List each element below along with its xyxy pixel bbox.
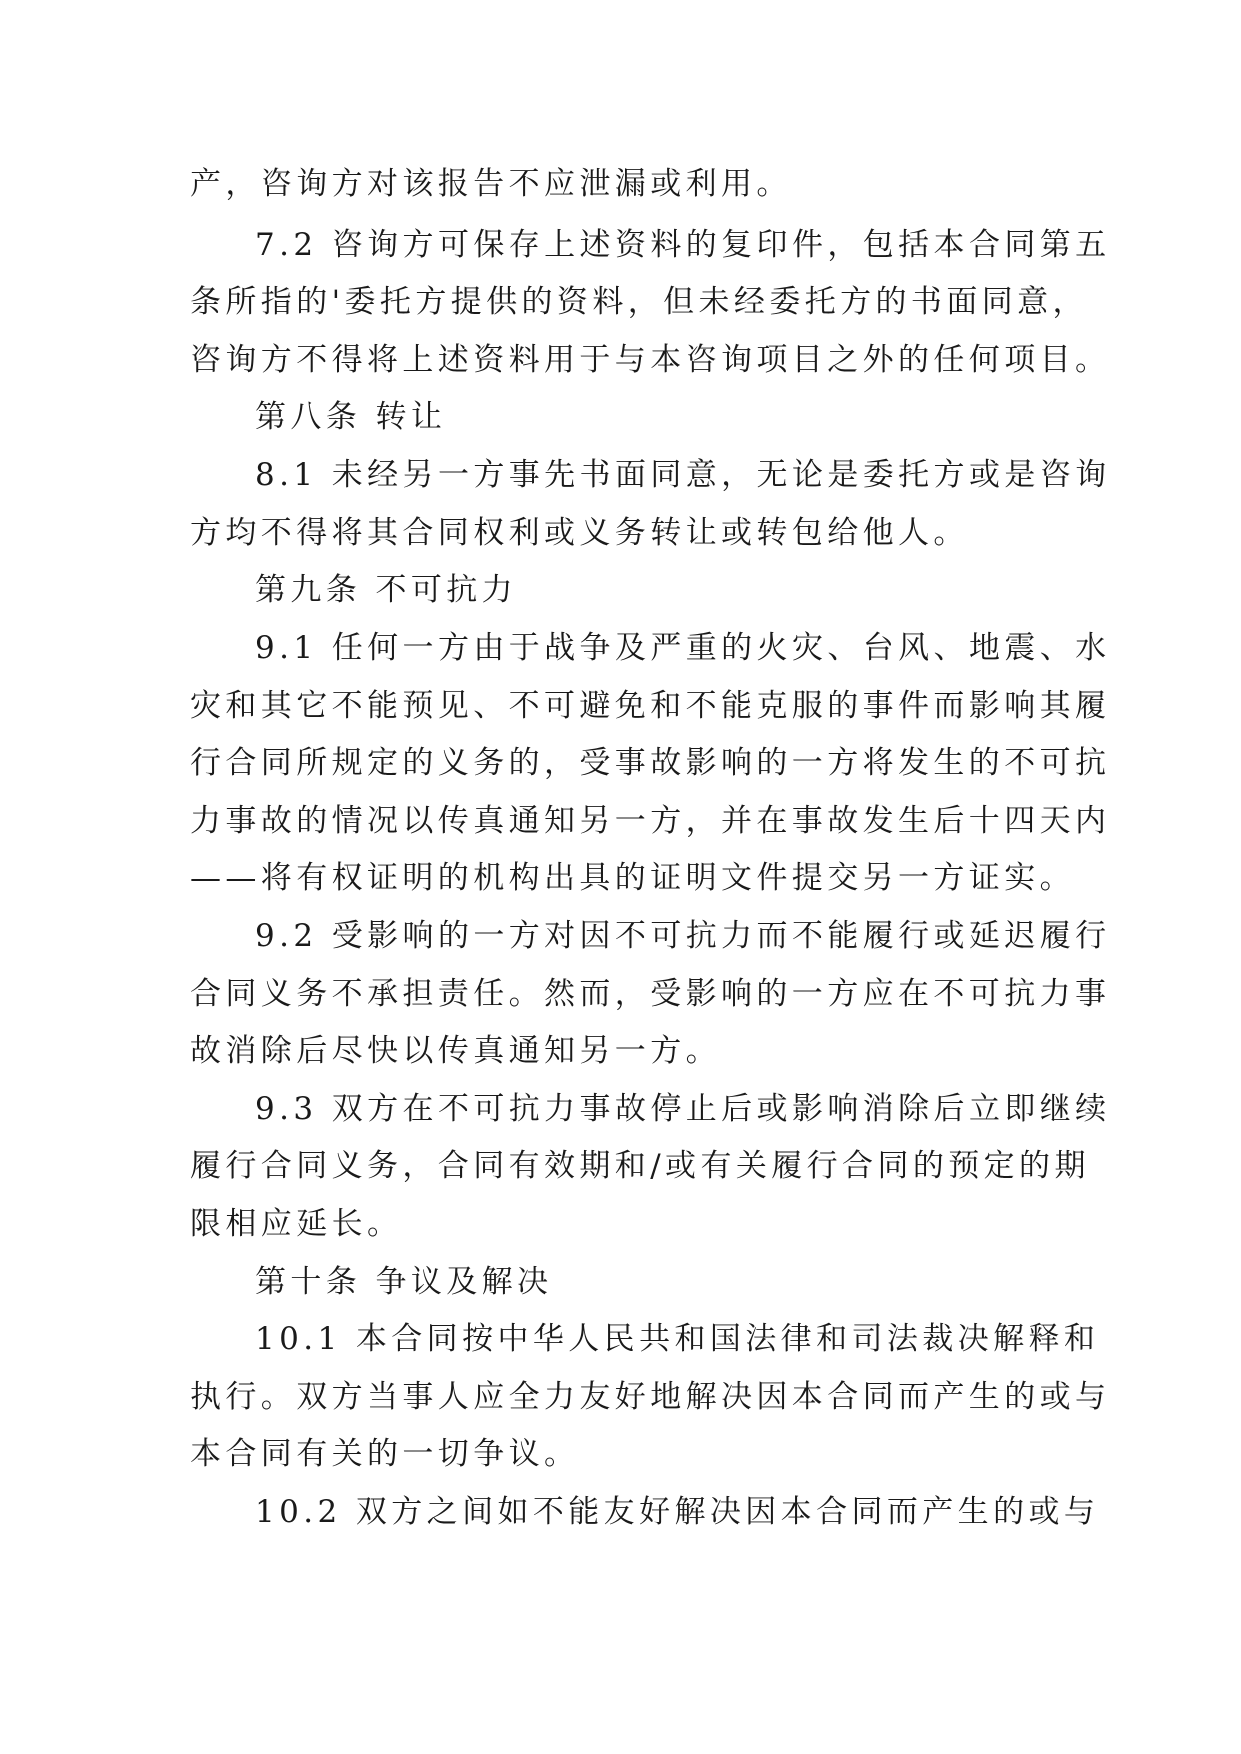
article-9-heading: 第九条 不可抗力 (255, 572, 518, 608)
clause-7-2: 7.2 咨询方可保存上述资料的复印件，包括本合同第五 (255, 227, 1111, 263)
text-line: 灾和其它不能预见、不可避免和不能克服的事件而影响其履 (190, 688, 1111, 724)
text-line: 产，咨询方对该报告不应泄漏或利用。 (190, 166, 792, 202)
text-line: ——将有权证明的机构出具的证明文件提交另一方证实。 (190, 860, 1075, 896)
text-line: 故消除后尽快以传真通知另一方。 (190, 1033, 721, 1069)
text-line: 行合同所规定的义务的，受事故影响的一方将发生的不可抗 (190, 745, 1111, 781)
clause-10-2: 10.2 双方之间如不能友好解决因本合同而产生的或与 (255, 1494, 1100, 1530)
text-line: 执行。双方当事人应全力友好地解决因本合同而产生的或与 (190, 1379, 1111, 1415)
clause-10-1: 10.1 本合同按中华人民共和国法律和司法裁决解释和 (255, 1321, 1100, 1357)
text-line: 履行合同义务，合同有效期和/或有关履行合同的预定的期 (190, 1148, 1090, 1184)
article-8-heading: 第八条 转让 (255, 399, 447, 435)
clause-9-3: 9.3 双方在不可抗力事故停止后或影响消除后立即继续 (255, 1091, 1111, 1127)
article-10-heading: 第十条 争议及解决 (255, 1264, 553, 1300)
text-line: 限相应延长。 (190, 1206, 403, 1242)
text-line: 合同义务不承担责任。然而，受影响的一方应在不可抗力事 (190, 976, 1111, 1012)
text-line: 咨询方不得将上述资料用于与本咨询项目之外的任何项目。 (190, 342, 1111, 378)
clause-9-1: 9.1 任何一方由于战争及严重的火灾、台风、地震、水 (255, 630, 1111, 666)
clause-8-1: 8.1 未经另一方事先书面同意，无论是委托方或是咨询 (255, 457, 1111, 493)
text-line: 力事故的情况以传真通知另一方，并在事故发生后十四天内 (190, 803, 1111, 839)
text-line: 条所指的'委托方提供的资料，但未经委托方的书面同意， (190, 284, 1088, 320)
clause-9-2: 9.2 受影响的一方对因不可抗力而不能履行或延迟履行 (255, 918, 1111, 954)
text-line: 方均不得将其合同权利或义务转让或转包给他人。 (190, 515, 969, 551)
text-line: 本合同有关的一切争议。 (190, 1436, 580, 1472)
